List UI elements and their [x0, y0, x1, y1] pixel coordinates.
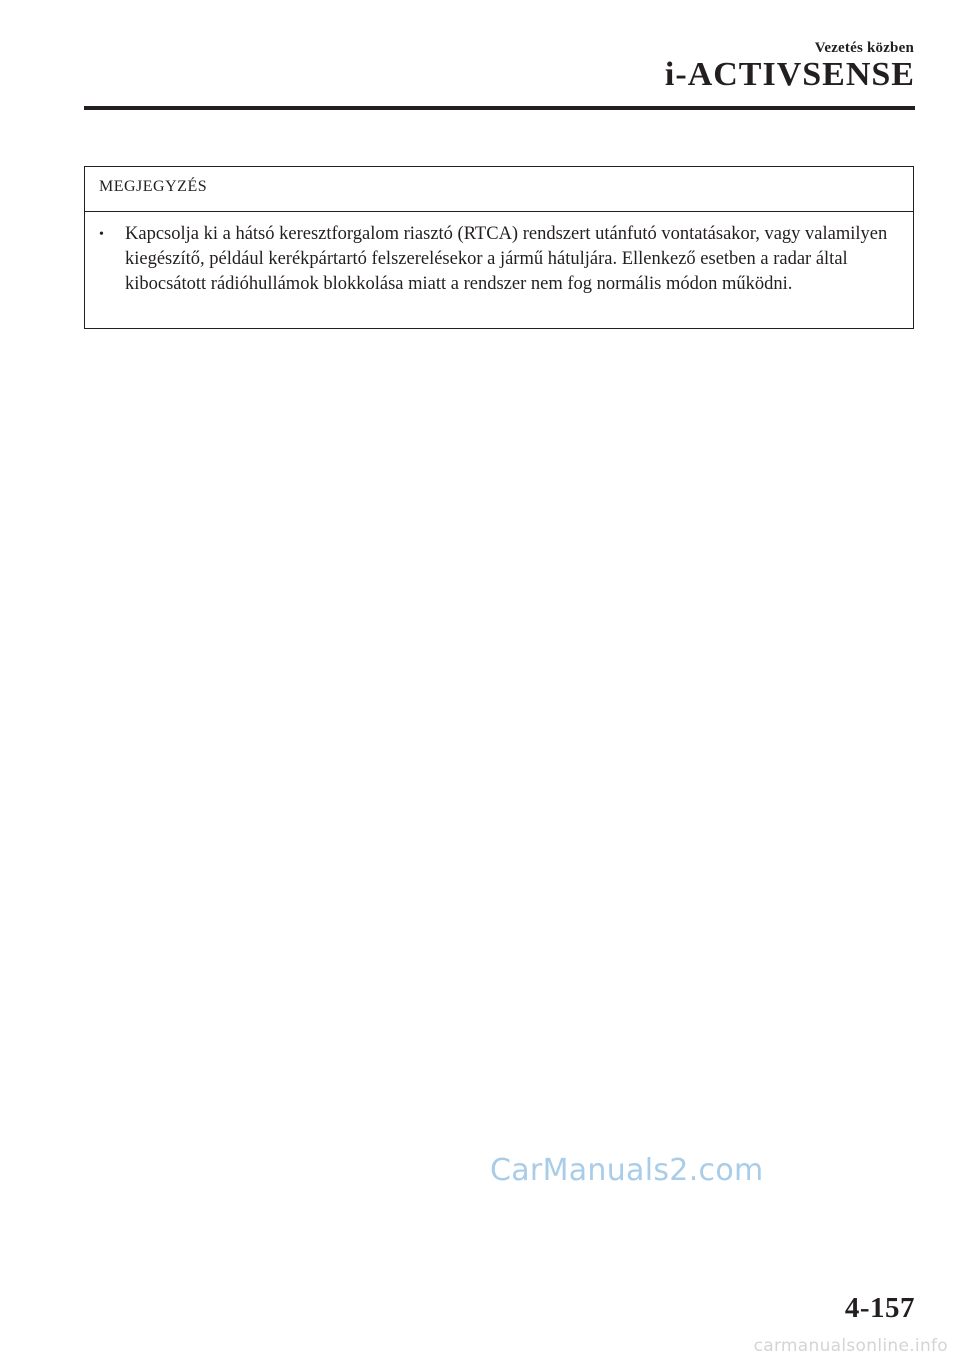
section-title: i-ACTIVSENSE — [664, 56, 915, 93]
note-text: Kapcsolja ki a hátsó keresztforgalom riasztó (RTCA) rendszert utánfutó vontatásakor, vagy valamilyen kiegészítő, például kerékpártartó felszerelésekor a jármű hátuljára. Ellenkező esetben a radar által kibocsátott rádióhullámok blokkolása miatt a rendszer nem fog normális módon működni. — [125, 224, 888, 294]
page-number: 4-157 — [844, 1292, 915, 1324]
note-box — [84, 166, 914, 329]
chapter-running-head: Vezetés közben — [814, 40, 914, 56]
note-heading: MEGJEGYZÉS — [85, 167, 913, 212]
footer-site-link[interactable]: carmanualsonline.info — [753, 1336, 948, 1356]
header-rule — [84, 106, 915, 110]
watermark: CarManuals2.com — [490, 1153, 764, 1188]
bullet-icon: • — [99, 227, 104, 242]
note-item — [85, 212, 913, 297]
